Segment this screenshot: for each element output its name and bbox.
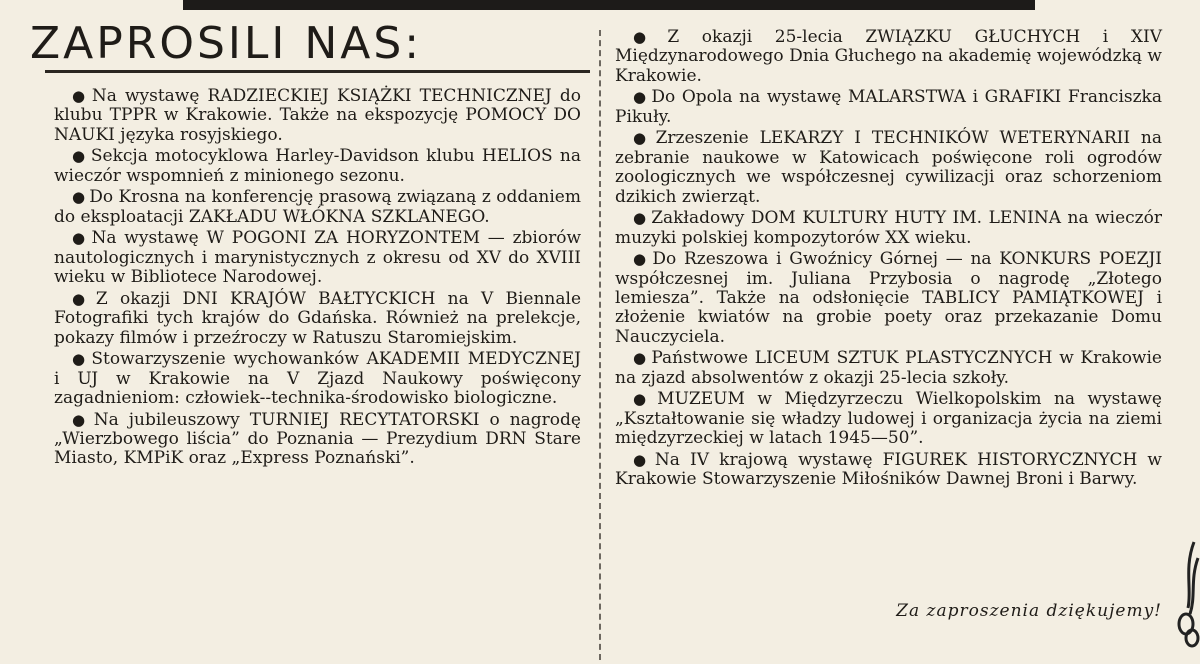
left-column <box>54 87 581 471</box>
bullet-icon: ● <box>72 410 90 429</box>
invitation-item <box>615 250 1162 347</box>
invitation-text: Z okazji DNI KRAJÓW BAŁTYCKICH na V Biennale Fotografiki tych krajów do Gdańska. Również na prelekcje, pokazy filmów i przeźroczy w Ratuszu Staromiejskim. <box>54 288 582 348</box>
invitation-text: Na wystawę W POGONI ZA HORYZONTEM — zbiorów nautologicznych i marynistycznych z okresu od XV do XVIII wieku w Bibliotece Narodowej. <box>54 228 581 288</box>
invitation-text: Na IV krajową wystawę FIGUREK HISTORYCZNYCH w Krakowie Stowarzyszenie Miłośników Dawnej Broni i Barwy. <box>615 449 1162 490</box>
bullet-icon: ● <box>72 188 86 207</box>
invitation-item <box>615 88 1162 127</box>
invitation-item <box>54 188 581 227</box>
invitation-text: Do Krosna na konferencję prasową związaną z oddaniem do eksploatacji ZAKŁADU WŁÓKNA SZKLANEGO. <box>54 187 581 227</box>
invitation-text: Zrzeszenie LEKARZY I TECHNIKÓW WETERYNARII na zebranie naukowe w Katowicach poświęcone roli ogrodów zoologicznych we współczesnej cywilizacji oraz schorzeniom dzikich zwierząt. <box>615 128 1163 207</box>
invitation-item <box>54 411 581 469</box>
invitation-item <box>54 290 581 348</box>
invitation-item <box>54 147 581 186</box>
invitation-item <box>615 451 1162 490</box>
invitation-item <box>54 87 581 145</box>
bullet-icon: ● <box>633 129 652 148</box>
bullet-icon: ● <box>72 289 92 308</box>
bullet-icon: ● <box>633 209 648 228</box>
invitation-text: Do Rzeszowa i Gwoźnicy Górnej — na KONKURS POEZJI współczesnej im. Juliana Przybosia o nagrodę „Złotego lemiesza”. Także na odsłonięcie TABLICY PAMIĄTKOWEJ i złożenie kwiatów na grobie poety oraz przekazanie Domu Nauczyciela. <box>615 249 1163 347</box>
invitation-text: Stowarzyszenie wychowanków AKADEMII MEDYCZNEJ i UJ w Krakowie na V Zjazd Naukowy poświęcony zagadnieniom: człowiek--technika-środowisko biologiczne. <box>54 349 581 409</box>
bullet-icon: ● <box>72 229 88 248</box>
invitation-text: Na wystawę RADZIECKIEJ KSIĄŻKI TECHNICZNEJ do klubu TPPR w Krakowie. Także na ekspozycję POMOCY DO NAUKI języka rosyjskiego. <box>54 86 581 145</box>
invitation-text: MUZEUM w Międzyrzeczu Wielkopolskim na wystawę „Kształtowanie się władzy ludowej i organizacja życia na ziemi międzyrzeckiej w latach 1945—50”. <box>615 389 1162 449</box>
right-column <box>615 28 1162 492</box>
bullet-icon: ● <box>72 87 88 105</box>
invitation-text: Z okazji 25-lecia ZWIĄZKU GŁUCHYCH i XIV Międzynarodowego Dnia Głuchego na akademię wojewódzką w Krakowie. <box>615 27 1162 86</box>
bullet-icon: ● <box>633 390 654 409</box>
invitation-text: Do Opola na wystawę MALARSTWA i GRAFIKI Franciszka Pikuły. <box>615 87 1162 127</box>
bullet-icon: ● <box>633 250 649 269</box>
bullet-icon: ● <box>72 350 88 369</box>
invitation-item <box>615 390 1162 448</box>
closing-thanks: Za zaproszenia dziękujemy! <box>896 601 1162 621</box>
invitation-item <box>615 349 1162 388</box>
invitation-text: Na jubileuszowy TURNIEJ RECYTATORSKI o nagrodę „Wierzbowego liścia” do Poznania — Prezydium DRN Stare Miasto, KMPiK oraz „Express Poznański”. <box>54 409 581 469</box>
invitation-text: Zakładowy DOM KULTURY HUTY IM. LENINA na wieczór muzyki polskiej kompozytorów XX wieku. <box>615 208 1162 248</box>
bullet-icon: ● <box>633 88 648 107</box>
invitation-item <box>54 350 581 408</box>
bullet-icon: ● <box>633 349 648 368</box>
invitation-item <box>615 28 1162 86</box>
top-border-bar <box>183 0 1035 10</box>
column-divider <box>599 30 601 660</box>
bullet-icon: ● <box>72 147 87 166</box>
invitation-item <box>54 229 581 287</box>
invitation-text: Sekcja motocyklowa Harley-Davidson klubu HELIOS na wieczór wspomnień z minionego sezonu. <box>54 146 581 186</box>
bullet-icon: ● <box>633 450 651 469</box>
page-title: ZAPROSILI NAS: <box>30 18 423 69</box>
bullet-icon: ● <box>633 28 664 46</box>
invitation-text: Państwowe LICEUM SZTUK PLASTYCZNYCH w Krakowie na zjazd absolwentów z okazji 25-lecia szkoły. <box>615 348 1162 388</box>
title-underline <box>45 70 590 73</box>
scissors-icon <box>1174 538 1200 648</box>
invitation-item <box>615 129 1162 207</box>
invitation-item <box>615 209 1162 248</box>
